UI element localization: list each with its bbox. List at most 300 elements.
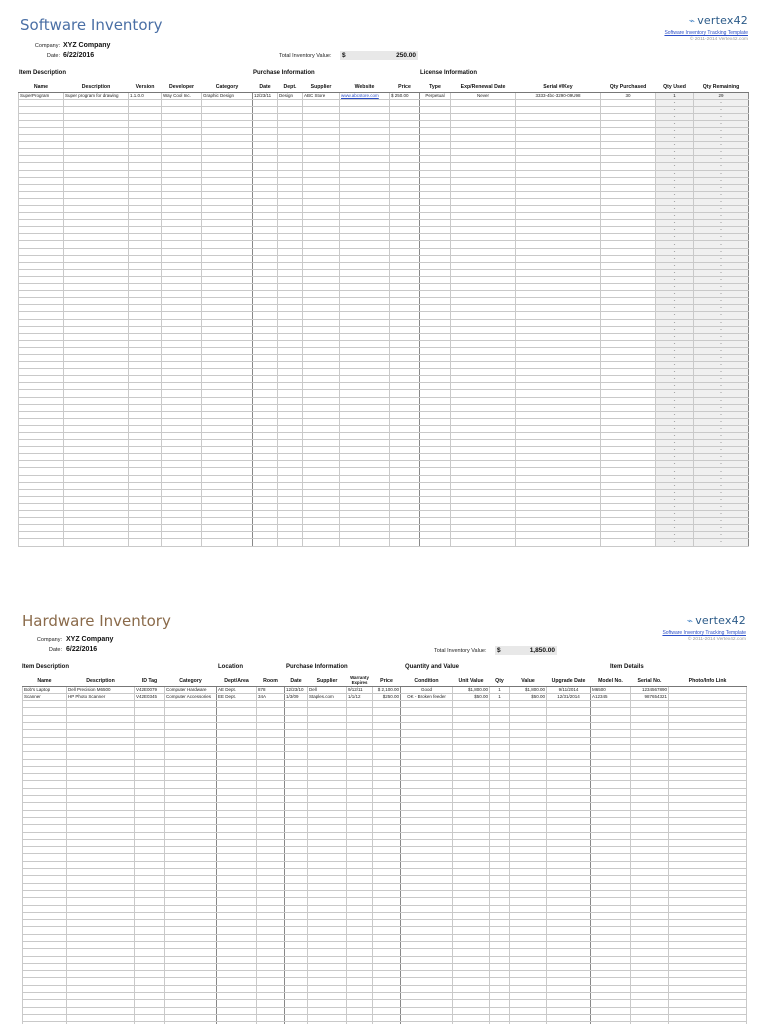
cell-dept-area[interactable]: [217, 927, 257, 934]
cell-developer[interactable]: [162, 354, 202, 361]
cell-dept[interactable]: [278, 113, 303, 120]
cell-name[interactable]: [19, 333, 64, 340]
cell-photo-info-link[interactable]: [669, 723, 747, 730]
cell-serial-no[interactable]: [631, 796, 669, 803]
cell-id-tag[interactable]: [135, 701, 165, 708]
cell-developer[interactable]: [162, 163, 202, 170]
cell-date[interactable]: [253, 532, 278, 539]
cell-description[interactable]: [64, 319, 129, 326]
cell-model-no[interactable]: [591, 883, 631, 890]
cell-warranty-expires[interactable]: [347, 796, 373, 803]
cell-version[interactable]: [129, 127, 162, 134]
cell-serial-key[interactable]: [516, 234, 601, 241]
cell-qty-used[interactable]: -: [656, 347, 694, 354]
cell-supplier[interactable]: [303, 354, 340, 361]
cell-version[interactable]: [129, 539, 162, 546]
cell-warranty-expires[interactable]: [347, 978, 373, 985]
cell-qty[interactable]: [490, 774, 510, 781]
cell-date[interactable]: [253, 234, 278, 241]
cell-description[interactable]: [67, 876, 135, 883]
cell-photo-info-link[interactable]: [669, 883, 747, 890]
cell-supplier[interactable]: [303, 248, 340, 255]
cell-dept[interactable]: [278, 539, 303, 546]
cell-category[interactable]: [202, 390, 253, 397]
cell-category[interactable]: [202, 404, 253, 411]
cell-supplier[interactable]: [303, 291, 340, 298]
cell-date[interactable]: [253, 241, 278, 248]
cell-qty-used[interactable]: -: [656, 142, 694, 149]
cell-date[interactable]: [285, 817, 308, 824]
cell-website[interactable]: [340, 291, 390, 298]
cell-date[interactable]: [285, 774, 308, 781]
cell-type[interactable]: [420, 397, 451, 404]
cell-version[interactable]: [129, 425, 162, 432]
cell-category[interactable]: [165, 985, 217, 992]
cell-serial-key[interactable]: [516, 255, 601, 262]
cell-id-tag[interactable]: [135, 971, 165, 978]
cell-date[interactable]: [285, 723, 308, 730]
cell-unit-value[interactable]: [453, 876, 490, 883]
cell-dept[interactable]: [278, 156, 303, 163]
cell-exp-renewal-date[interactable]: [451, 106, 516, 113]
cell-name[interactable]: [19, 234, 64, 241]
cell-qty-used[interactable]: -: [656, 319, 694, 326]
cell-room[interactable]: [257, 890, 285, 897]
cell-price[interactable]: [390, 362, 420, 369]
cell-name[interactable]: [19, 369, 64, 376]
cell-supplier[interactable]: [303, 447, 340, 454]
cell-supplier[interactable]: [308, 1007, 347, 1014]
cell-qty-used[interactable]: 1: [656, 92, 694, 99]
cell-model-no[interactable]: [591, 963, 631, 970]
cell-unit-value[interactable]: [453, 1007, 490, 1014]
cell-supplier[interactable]: [303, 411, 340, 418]
cell-id-tag[interactable]: [135, 861, 165, 868]
cell-date[interactable]: 12/23/10: [285, 686, 308, 693]
cell-category[interactable]: [165, 912, 217, 919]
cell-photo-info-link[interactable]: [669, 854, 747, 861]
cell-dept[interactable]: [278, 298, 303, 305]
cell-dept-area[interactable]: [217, 759, 257, 766]
cell-developer[interactable]: [162, 518, 202, 525]
company-value[interactable]: XYZ Company: [63, 42, 111, 49]
cell-serial-key[interactable]: [516, 99, 601, 106]
cell-name[interactable]: [19, 340, 64, 347]
cell-category[interactable]: [202, 156, 253, 163]
cell-dept-area[interactable]: [217, 723, 257, 730]
cell-name[interactable]: [19, 326, 64, 333]
cell-supplier[interactable]: [308, 701, 347, 708]
cell-description[interactable]: [67, 985, 135, 992]
cell-serial-no[interactable]: [631, 715, 669, 722]
cell-dept-area[interactable]: [217, 971, 257, 978]
cell-warranty-expires[interactable]: [347, 927, 373, 934]
cell-dept[interactable]: [278, 440, 303, 447]
cell-serial-no[interactable]: [631, 744, 669, 751]
cell-dept[interactable]: [278, 390, 303, 397]
cell-date[interactable]: [285, 898, 308, 905]
cell-developer[interactable]: [162, 340, 202, 347]
cell-developer[interactable]: [162, 411, 202, 418]
cell-qty-used[interactable]: -: [656, 241, 694, 248]
cell-qty-purchased[interactable]: [601, 305, 656, 312]
cell-price[interactable]: [373, 788, 401, 795]
cell-photo-info-link[interactable]: [669, 927, 747, 934]
cell-name[interactable]: Bob's Laptop: [23, 686, 67, 693]
cell-qty-remaining[interactable]: -: [694, 241, 749, 248]
cell-exp-renewal-date[interactable]: [451, 532, 516, 539]
cell-qty-remaining[interactable]: -: [694, 454, 749, 461]
cell-id-tag[interactable]: [135, 985, 165, 992]
cell-description[interactable]: [67, 759, 135, 766]
cell-price[interactable]: $ 2,100.00: [373, 686, 401, 693]
cell-price[interactable]: [390, 149, 420, 156]
cell-dept[interactable]: [278, 234, 303, 241]
cell-id-tag[interactable]: [135, 839, 165, 846]
cell-id-tag[interactable]: [135, 737, 165, 744]
cell-qty-remaining[interactable]: -: [694, 149, 749, 156]
cell-photo-info-link[interactable]: [669, 759, 747, 766]
cell-website[interactable]: [340, 269, 390, 276]
cell-supplier[interactable]: [308, 730, 347, 737]
cell-qty-remaining[interactable]: -: [694, 319, 749, 326]
cell-exp-renewal-date[interactable]: [451, 163, 516, 170]
cell-website[interactable]: [340, 447, 390, 454]
cell-warranty-expires[interactable]: 1/1/12: [347, 693, 373, 700]
cell-category[interactable]: [202, 184, 253, 191]
cell-serial-no[interactable]: [631, 766, 669, 773]
cell-room[interactable]: [257, 781, 285, 788]
cell-upgrade-date[interactable]: [547, 876, 591, 883]
cell-supplier[interactable]: [308, 759, 347, 766]
cell-website[interactable]: [340, 454, 390, 461]
cell-qty-remaining[interactable]: -: [694, 390, 749, 397]
cell-qty-remaining[interactable]: -: [694, 284, 749, 291]
cell-dept-area[interactable]: [217, 1014, 257, 1021]
cell-value[interactable]: $1,800.00: [510, 686, 547, 693]
cell-photo-info-link[interactable]: [669, 861, 747, 868]
cell-dept[interactable]: [278, 248, 303, 255]
cell-type[interactable]: [420, 312, 451, 319]
cell-developer[interactable]: [162, 433, 202, 440]
cell-supplier[interactable]: [303, 298, 340, 305]
cell-qty-purchased[interactable]: [601, 461, 656, 468]
cell-model-no[interactable]: [591, 890, 631, 897]
cell-id-tag[interactable]: [135, 730, 165, 737]
cell-name[interactable]: [23, 788, 67, 795]
cell-developer[interactable]: [162, 383, 202, 390]
cell-qty-used[interactable]: -: [656, 532, 694, 539]
cell-date[interactable]: [285, 730, 308, 737]
cell-category[interactable]: [165, 869, 217, 876]
cell-value[interactable]: [510, 788, 547, 795]
cell-supplier[interactable]: [303, 177, 340, 184]
cell-category[interactable]: [165, 956, 217, 963]
cell-website[interactable]: [340, 333, 390, 340]
cell-qty-purchased[interactable]: [601, 433, 656, 440]
cell-type[interactable]: [420, 184, 451, 191]
cell-description[interactable]: [67, 774, 135, 781]
cell-price[interactable]: [373, 796, 401, 803]
cell-qty-used[interactable]: -: [656, 383, 694, 390]
cell-version[interactable]: [129, 461, 162, 468]
cell-category[interactable]: [202, 369, 253, 376]
cell-qty-remaining[interactable]: -: [694, 354, 749, 361]
cell-value[interactable]: [510, 993, 547, 1000]
cell-id-tag[interactable]: [135, 890, 165, 897]
cell-serial-key[interactable]: [516, 120, 601, 127]
company-value[interactable]: XYZ Company: [66, 636, 114, 643]
cell-supplier[interactable]: [303, 227, 340, 234]
cell-serial-key[interactable]: [516, 177, 601, 184]
cell-description[interactable]: [67, 912, 135, 919]
cell-date[interactable]: [285, 1000, 308, 1007]
cell-warranty-expires[interactable]: [347, 832, 373, 839]
cell-dept[interactable]: [278, 496, 303, 503]
cell-qty-purchased[interactable]: [601, 99, 656, 106]
cell-category[interactable]: [202, 248, 253, 255]
cell-price[interactable]: [390, 418, 420, 425]
cell-dept-area[interactable]: [217, 737, 257, 744]
cell-qty[interactable]: [490, 869, 510, 876]
cell-price[interactable]: [390, 127, 420, 134]
cell-description[interactable]: [64, 525, 129, 532]
cell-supplier[interactable]: [303, 276, 340, 283]
cell-value[interactable]: $50.00: [510, 693, 547, 700]
cell-date[interactable]: [285, 810, 308, 817]
cell-id-tag[interactable]: [135, 956, 165, 963]
cell-room[interactable]: [257, 1000, 285, 1007]
cell-description[interactable]: Dell Precision M6500: [67, 686, 135, 693]
cell-developer[interactable]: [162, 326, 202, 333]
cell-type[interactable]: [420, 241, 451, 248]
cell-value[interactable]: [510, 898, 547, 905]
cell-name[interactable]: [23, 752, 67, 759]
cell-dept[interactable]: [278, 340, 303, 347]
cell-website[interactable]: [340, 525, 390, 532]
cell-category[interactable]: [165, 737, 217, 744]
cell-description[interactable]: [64, 369, 129, 376]
cell-room[interactable]: [257, 956, 285, 963]
cell-date[interactable]: [253, 468, 278, 475]
cell-dept[interactable]: [278, 433, 303, 440]
cell-photo-info-link[interactable]: [669, 912, 747, 919]
cell-qty-purchased[interactable]: [601, 404, 656, 411]
cell-date[interactable]: [253, 198, 278, 205]
cell-description[interactable]: [67, 941, 135, 948]
cell-version[interactable]: 1.1.0.0: [129, 92, 162, 99]
cell-warranty-expires[interactable]: [347, 949, 373, 956]
cell-exp-renewal-date[interactable]: [451, 525, 516, 532]
cell-qty[interactable]: [490, 883, 510, 890]
cell-dept[interactable]: [278, 198, 303, 205]
cell-developer[interactable]: [162, 149, 202, 156]
cell-name[interactable]: [23, 985, 67, 992]
cell-name[interactable]: [23, 737, 67, 744]
cell-room[interactable]: [257, 766, 285, 773]
cell-type[interactable]: [420, 255, 451, 262]
cell-upgrade-date[interactable]: [547, 803, 591, 810]
cell-date[interactable]: [253, 170, 278, 177]
cell-serial-no[interactable]: [631, 861, 669, 868]
cell-dept[interactable]: [278, 319, 303, 326]
cell-room[interactable]: 34A: [257, 693, 285, 700]
cell-version[interactable]: [129, 135, 162, 142]
cell-upgrade-date[interactable]: [547, 847, 591, 854]
cell-category[interactable]: [202, 319, 253, 326]
cell-price[interactable]: [390, 482, 420, 489]
cell-qty[interactable]: [490, 810, 510, 817]
cell-serial-key[interactable]: [516, 404, 601, 411]
cell-exp-renewal-date[interactable]: [451, 220, 516, 227]
cell-qty-remaining[interactable]: -: [694, 475, 749, 482]
cell-category[interactable]: [202, 191, 253, 198]
cell-qty-remaining[interactable]: -: [694, 262, 749, 269]
cell-qty[interactable]: [490, 1000, 510, 1007]
cell-condition[interactable]: [401, 876, 453, 883]
cell-id-tag[interactable]: [135, 715, 165, 722]
cell-value[interactable]: [510, 956, 547, 963]
cell-unit-value[interactable]: [453, 971, 490, 978]
cell-date[interactable]: [253, 305, 278, 312]
cell-dept[interactable]: [278, 383, 303, 390]
cell-date[interactable]: 1/3/09: [285, 693, 308, 700]
cell-room[interactable]: [257, 985, 285, 992]
cell-name[interactable]: [23, 817, 67, 824]
cell-serial-key[interactable]: [516, 376, 601, 383]
cell-qty-purchased[interactable]: [601, 532, 656, 539]
cell-supplier[interactable]: Dell: [308, 686, 347, 693]
cell-model-no[interactable]: [591, 971, 631, 978]
cell-qty-purchased[interactable]: [601, 383, 656, 390]
cell-serial-no[interactable]: [631, 949, 669, 956]
cell-developer[interactable]: [162, 532, 202, 539]
cell-website[interactable]: [340, 440, 390, 447]
cell-category[interactable]: Computer Hardware: [165, 686, 217, 693]
cell-dept[interactable]: [278, 276, 303, 283]
cell-id-tag[interactable]: [135, 912, 165, 919]
cell-value[interactable]: [510, 905, 547, 912]
cell-category[interactable]: [165, 1007, 217, 1014]
cell-qty[interactable]: 1: [490, 693, 510, 700]
cell-upgrade-date[interactable]: [547, 985, 591, 992]
cell-exp-renewal-date[interactable]: [451, 404, 516, 411]
cell-exp-renewal-date[interactable]: [451, 461, 516, 468]
cell-serial-key[interactable]: [516, 496, 601, 503]
cell-category[interactable]: [202, 177, 253, 184]
cell-room[interactable]: [257, 861, 285, 868]
cell-qty-remaining[interactable]: -: [694, 518, 749, 525]
cell-date[interactable]: [253, 213, 278, 220]
cell-qty-used[interactable]: -: [656, 503, 694, 510]
cell-name[interactable]: [19, 127, 64, 134]
cell-qty-purchased[interactable]: [601, 191, 656, 198]
cell-category[interactable]: [202, 198, 253, 205]
cell-date[interactable]: [285, 1007, 308, 1014]
cell-serial-no[interactable]: [631, 941, 669, 948]
cell-exp-renewal-date[interactable]: [451, 390, 516, 397]
cell-dept[interactable]: [278, 447, 303, 454]
cell-date[interactable]: [285, 766, 308, 773]
cell-category[interactable]: [202, 113, 253, 120]
cell-date[interactable]: [253, 447, 278, 454]
cell-unit-value[interactable]: [453, 788, 490, 795]
cell-room[interactable]: [257, 825, 285, 832]
cell-supplier[interactable]: [303, 539, 340, 546]
cell-exp-renewal-date[interactable]: [451, 255, 516, 262]
cell-qty-used[interactable]: -: [656, 213, 694, 220]
cell-version[interactable]: [129, 177, 162, 184]
cell-date[interactable]: [253, 383, 278, 390]
cell-name[interactable]: [19, 411, 64, 418]
cell-version[interactable]: [129, 298, 162, 305]
cell-supplier[interactable]: [303, 106, 340, 113]
cell-name[interactable]: SuperProgram: [19, 92, 64, 99]
cell-serial-key[interactable]: [516, 298, 601, 305]
cell-room[interactable]: [257, 934, 285, 941]
cell-price[interactable]: [390, 312, 420, 319]
cell-price[interactable]: [373, 774, 401, 781]
cell-date[interactable]: [253, 475, 278, 482]
cell-price[interactable]: [373, 927, 401, 934]
cell-description[interactable]: [64, 354, 129, 361]
cell-date[interactable]: [253, 319, 278, 326]
cell-model-no[interactable]: [591, 810, 631, 817]
cell-exp-renewal-date[interactable]: [451, 468, 516, 475]
cell-name[interactable]: [23, 715, 67, 722]
cell-id-tag[interactable]: [135, 934, 165, 941]
cell-category[interactable]: [202, 127, 253, 134]
cell-name[interactable]: [19, 220, 64, 227]
cell-name[interactable]: [23, 781, 67, 788]
cell-date[interactable]: [285, 883, 308, 890]
cell-photo-info-link[interactable]: [669, 810, 747, 817]
cell-date[interactable]: [253, 440, 278, 447]
cell-qty-used[interactable]: -: [656, 376, 694, 383]
cell-qty-purchased[interactable]: [601, 454, 656, 461]
cell-room[interactable]: [257, 905, 285, 912]
cell-value[interactable]: [510, 949, 547, 956]
cell-supplier[interactable]: [303, 532, 340, 539]
cell-name[interactable]: [19, 227, 64, 234]
cell-developer[interactable]: [162, 177, 202, 184]
cell-id-tag[interactable]: [135, 744, 165, 751]
cell-name[interactable]: [19, 298, 64, 305]
cell-website[interactable]: [340, 177, 390, 184]
cell-website[interactable]: www.abcstore.com: [340, 92, 390, 99]
cell-unit-value[interactable]: [453, 817, 490, 824]
cell-name[interactable]: [19, 120, 64, 127]
cell-id-tag[interactable]: [135, 788, 165, 795]
cell-upgrade-date[interactable]: [547, 883, 591, 890]
cell-condition[interactable]: [401, 788, 453, 795]
cell-room[interactable]: [257, 971, 285, 978]
cell-serial-no[interactable]: [631, 920, 669, 927]
cell-id-tag[interactable]: [135, 898, 165, 905]
cell-date[interactable]: [253, 184, 278, 191]
cell-dept-area[interactable]: [217, 861, 257, 868]
cell-qty-used[interactable]: -: [656, 127, 694, 134]
cell-serial-key[interactable]: [516, 440, 601, 447]
cell-category[interactable]: [165, 978, 217, 985]
cell-value[interactable]: [510, 701, 547, 708]
cell-description[interactable]: [64, 184, 129, 191]
cell-category[interactable]: [202, 99, 253, 106]
cell-qty-used[interactable]: -: [656, 99, 694, 106]
cell-exp-renewal-date[interactable]: [451, 227, 516, 234]
cell-qty-remaining[interactable]: -: [694, 184, 749, 191]
cell-photo-info-link[interactable]: [669, 839, 747, 846]
